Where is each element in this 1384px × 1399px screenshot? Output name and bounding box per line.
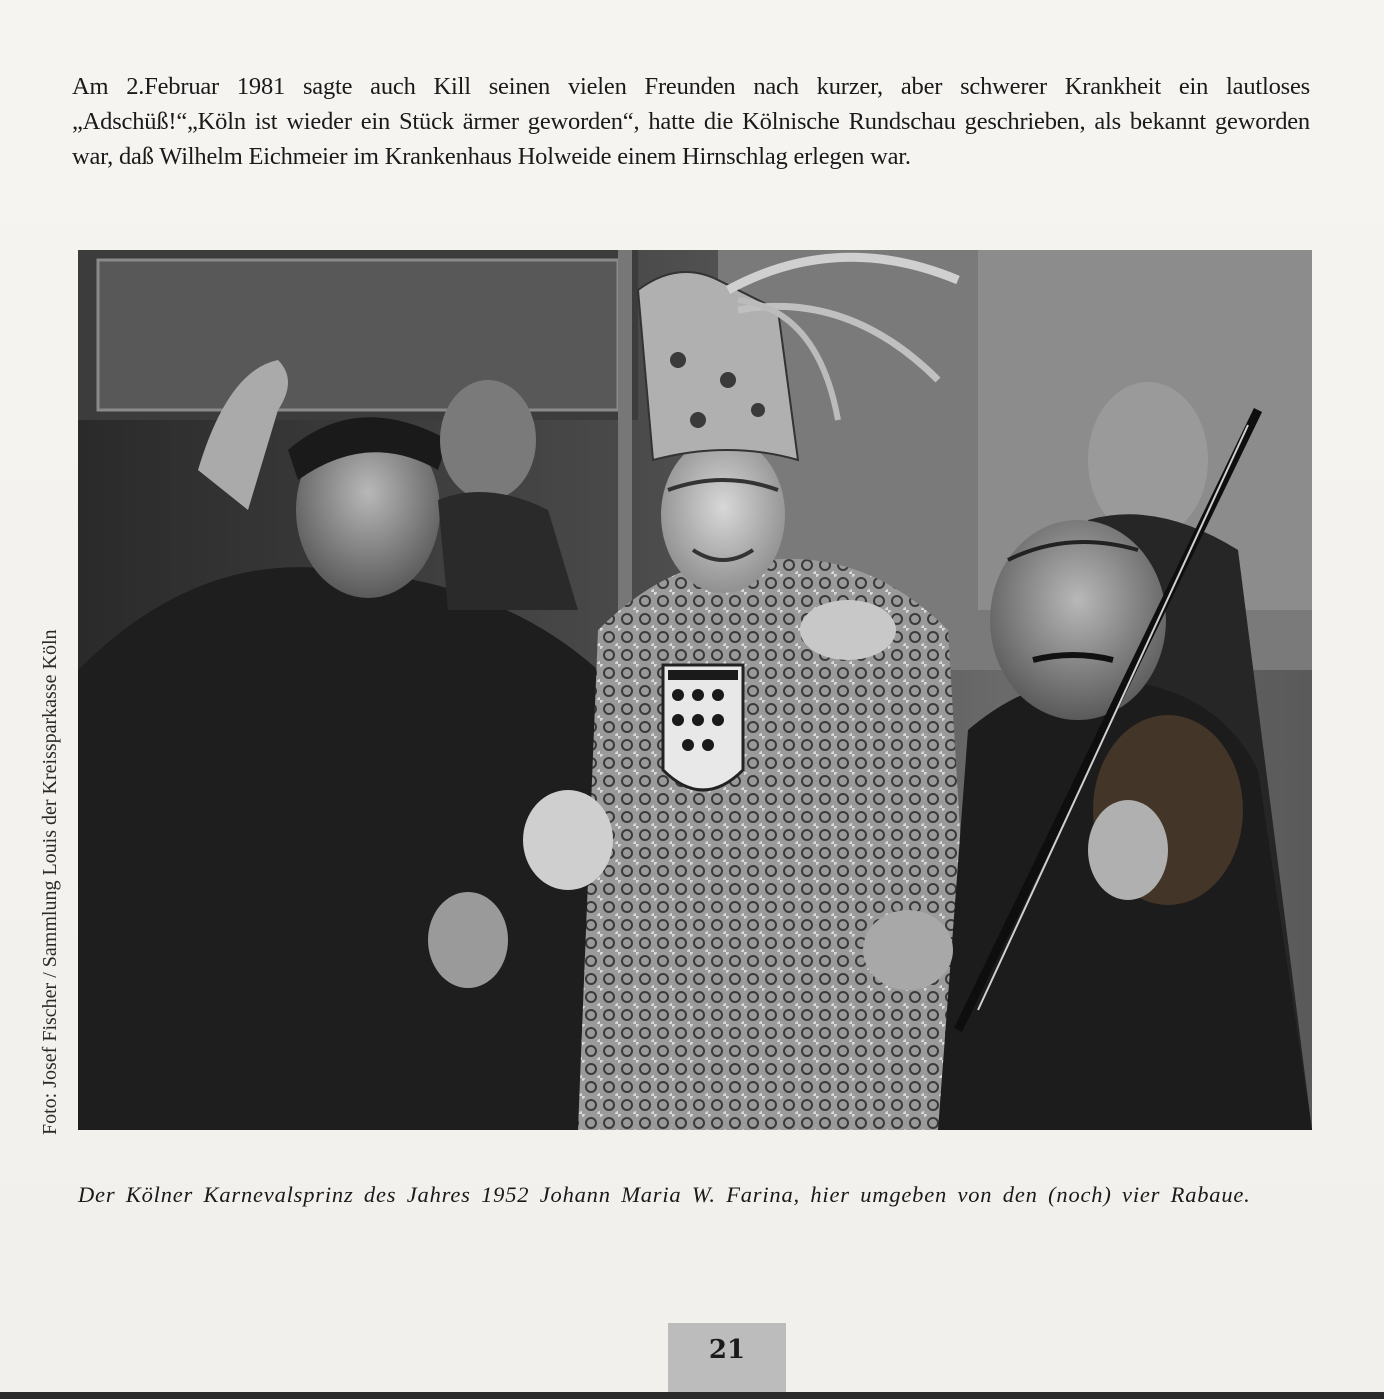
photograph — [78, 250, 1312, 1130]
scan-edge — [0, 1392, 1384, 1399]
photo-caption: Der Kölner Karnevalsprinz des Jahres 1952 Johann Maria W. Farina, hier umgeben von den (noch) vier Rabaue. — [78, 1181, 1251, 1207]
photo-credit: Foto: Josef Fischer / Sammlung Louis der Kreissparkasse Köln — [39, 629, 61, 1135]
body-paragraph: Am 2.Februar 1981 sagte auch Kill seinen vielen Freunden nach kurzer, aber schwerer Krankheit ein lautloses „Adschüß!“„Köln ist wieder ein Stück ärmer geworden“, hatte die Kölnische Rundschau geschrieben, als bekannt geworden war, daß Wilhelm Eichmeier im Krankenhaus Holweide einem Hirnschlag erlegen war. — [72, 72, 1310, 170]
page-number: 21 — [708, 1335, 746, 1365]
